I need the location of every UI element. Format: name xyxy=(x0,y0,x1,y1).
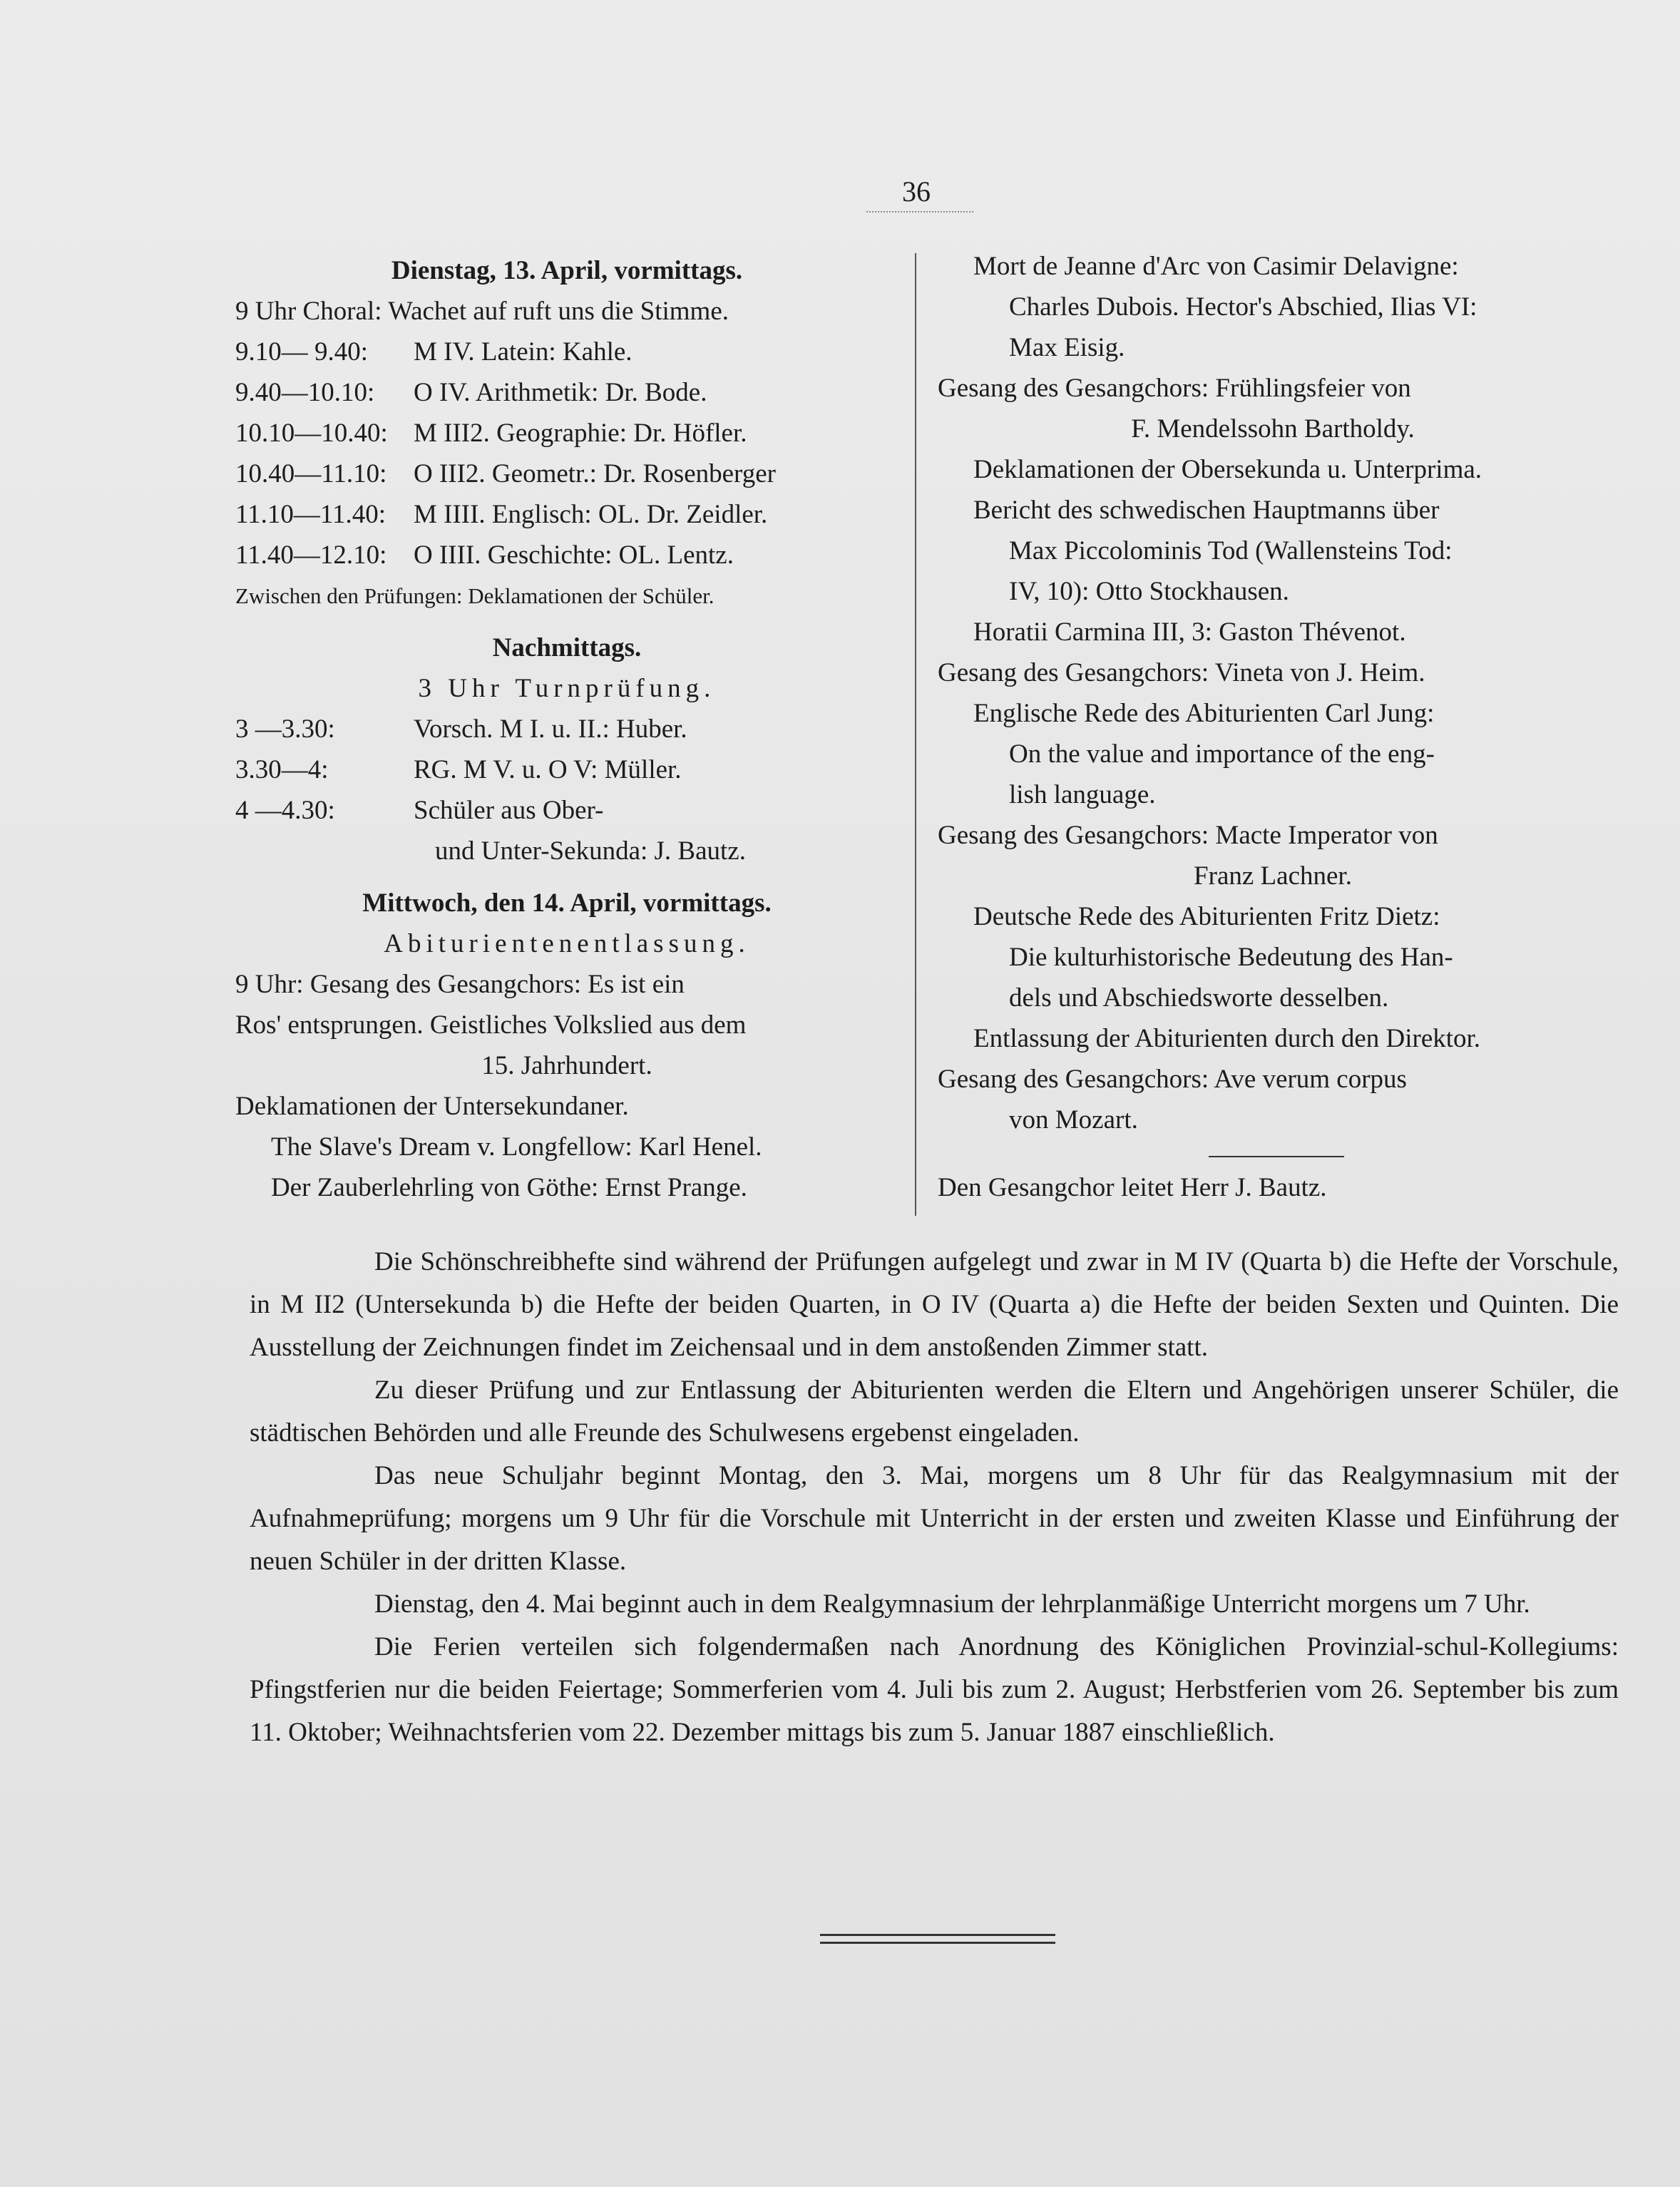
program-line: lish language. xyxy=(1009,780,1156,809)
afternoon-time: 4 —4.30: xyxy=(235,796,335,825)
program-line: Charles Dubois. Hector's Abschied, Ilias VI: xyxy=(1009,292,1477,322)
paragraph: Das neue Schuljahr beginnt Montag, den 3. Mai, morgens um 8 Uhr für das Realgymnasium mit der Aufnahmeprüfung; morgens um 9 Uhr für die Vorschule mit Unterricht in der ersten und zweiten Klasse und Einführung der neuen Schüler in der dritten Klasse. xyxy=(250,1461,1619,1576)
program-line: Franz Lachner. xyxy=(1194,861,1352,891)
afternoon-row xyxy=(235,709,898,749)
afternoon-row xyxy=(235,749,898,790)
program-line: Gesang des Gesangchors: Frühlingsfeier von xyxy=(938,374,1411,403)
declamation-item: Der Zauberlehrling von Göthe: Ernst Prange. xyxy=(271,1173,747,1202)
program-line: von Mozart. xyxy=(1009,1105,1138,1135)
afternoon-time: 3.30—4: xyxy=(235,755,329,784)
program-line: Max Eisig. xyxy=(1009,333,1125,362)
program-line: Mort de Jeanne d'Arc von Casimir Delavigne: xyxy=(973,252,1459,281)
notice-paragraphs xyxy=(250,1241,1619,1754)
program-line: On the value and importance of the eng- xyxy=(1009,739,1435,769)
turn-exam: 3 Uhr Turnprüfung. xyxy=(418,674,716,703)
program-line: Gesang des Gesangchors: Macte Imperator von xyxy=(938,821,1438,850)
schedule-text: O IIII. Geschichte: OL. Lentz. xyxy=(414,541,734,570)
between-note: Zwischen den Prüfungen: Deklamationen der Schüler. xyxy=(235,583,714,608)
afternoon-row xyxy=(235,790,898,831)
program-line: IV, 10): Otto Stockhausen. xyxy=(1009,577,1289,606)
right-column xyxy=(938,246,1608,1208)
schedule-row xyxy=(235,494,898,535)
schedule-row xyxy=(235,535,898,575)
afternoon-text: Vorsch. M I. u. II.: Huber. xyxy=(414,715,687,744)
schedule-row xyxy=(235,332,898,372)
wednesday-line: 15. Jahrhundert. xyxy=(481,1051,652,1080)
schedule-time: 10.10—10.40: xyxy=(235,419,388,448)
wednesday-line: Ros' entsprungen. Geistliches Volkslied aus dem xyxy=(235,1010,747,1040)
afternoon-time: 3 —3.30: xyxy=(235,715,335,744)
program-line: Max Piccolominis Tod (Wallensteins Tod: xyxy=(1009,536,1453,565)
declamations-heading: Deklamationen der Untersekundaner. xyxy=(235,1092,629,1121)
schedule-row xyxy=(235,454,898,494)
program-line: Horatii Carmina III, 3: Gaston Thévenot. xyxy=(973,618,1406,647)
program-line: Gesang des Gesangchors: Ave verum corpus xyxy=(938,1065,1407,1094)
column-divider xyxy=(915,253,916,1216)
afternoon-text: RG. M V. u. O V: Müller. xyxy=(414,755,682,784)
program-line: Die kulturhistorische Bedeutung des Han- xyxy=(1009,943,1453,972)
end-double-rule xyxy=(820,1934,1055,1944)
program-line: Deutsche Rede des Abiturienten Fritz Dietz: xyxy=(973,902,1440,931)
schedule-time: 9.40—10.10: xyxy=(235,378,375,407)
program-line: F. Mendelssohn Bartholdy. xyxy=(1131,414,1415,444)
paragraph: Die Ferien verteilen sich folgendermaßen nach Anordnung des Königlichen Provinzial-schul-Kollegiums: Pfingstferien nur die beiden Feiertage; Sommerferien vom 4. Juli bis zum 2. August; Herbstferien vom 26. September bis zum 11. Oktober; Weihnachtsferien vom 22. Dezember mittags bis zum 5. Januar 1887 einschließlich. xyxy=(250,1632,1619,1747)
program-line: dels und Abschiedsworte desselben. xyxy=(1009,983,1389,1013)
paragraph: Die Schönschreibhefte sind während der Prüfungen aufgelegt und zwar in M IV (Quarta b) die Hefte der Vorschule, in M II2 (Untersekunda b) die Hefte der beiden Quarten, in O IV (Quarta a) die Hefte der beiden Sexten und Quinten. Die Ausstellung der Zeichnungen findet im Zeichensaal und in dem anstoßenden Zimmer statt. xyxy=(250,1247,1619,1362)
schedule-time: 10.40—11.10: xyxy=(235,459,387,488)
schedule-row xyxy=(235,413,898,454)
afternoon-continuation: und Unter-Sekunda: J. Bautz. xyxy=(435,836,746,866)
declamation-item: The Slave's Dream v. Longfellow: Karl Henel. xyxy=(271,1132,762,1162)
schedule-row xyxy=(235,372,898,413)
afternoon-text: Schüler aus Ober- xyxy=(414,796,604,825)
paragraph: Zu dieser Prüfung und zur Entlassung der Abiturienten werden die Eltern und Angehörigen unserer Schüler, die städtischen Behörden und alle Freunde des Schulwesens ergebenst eingeladen. xyxy=(250,1376,1619,1448)
left-column xyxy=(235,246,898,1208)
heading-afternoon: Nachmittags. xyxy=(492,633,642,662)
heading-wednesday: Mittwoch, den 14. April, vormittags. xyxy=(362,888,772,918)
schedule-text: M III2. Geographie: Dr. Höfler. xyxy=(414,419,747,448)
short-rule xyxy=(1209,1156,1344,1157)
choir-note: Den Gesangchor leitet Herr J. Bautz. xyxy=(938,1173,1327,1202)
schedule-text: O IV. Arithmetik: Dr. Bode. xyxy=(414,378,707,407)
heading-tuesday: Dienstag, 13. April, vormittags. xyxy=(391,256,743,285)
program-line: Gesang des Gesangchors: Vineta von J. Heim. xyxy=(938,658,1425,687)
schedule-time: 11.40—12.10: xyxy=(235,541,387,570)
program-line: Bericht des schwedischen Hauptmanns über xyxy=(973,496,1440,525)
paragraph: Dienstag, den 4. Mai beginnt auch in dem Realgymnasium der lehrplanmäßige Unterricht morgens um 7 Uhr. xyxy=(374,1589,1530,1619)
schedule-text: M IV. Latein: Kahle. xyxy=(414,337,632,367)
program-line: Englische Rede des Abiturienten Carl Jung: xyxy=(973,699,1435,728)
page-number: 36 xyxy=(902,175,931,208)
schedule-time: 9.10— 9.40: xyxy=(235,337,369,367)
schedule-text: O III2. Geometr.: Dr. Rosenberger xyxy=(414,459,776,488)
program-line: Entlassung der Abiturienten durch den Direktor. xyxy=(973,1024,1481,1053)
schedule-text: M IIII. Englisch: OL. Dr. Zeidler. xyxy=(414,500,768,529)
graduation-title: Abiturientenentlassung. xyxy=(384,929,750,958)
schedule-time: 11.10—11.40: xyxy=(235,500,386,529)
choral-line: 9 Uhr Choral: Wachet auf ruft uns die Stimme. xyxy=(235,297,729,326)
program-line: Deklamationen der Obersekunda u. Unterprima. xyxy=(973,455,1482,484)
wednesday-line: 9 Uhr: Gesang des Gesangchors: Es ist ein xyxy=(235,970,685,999)
page-number-ornament xyxy=(866,211,973,214)
